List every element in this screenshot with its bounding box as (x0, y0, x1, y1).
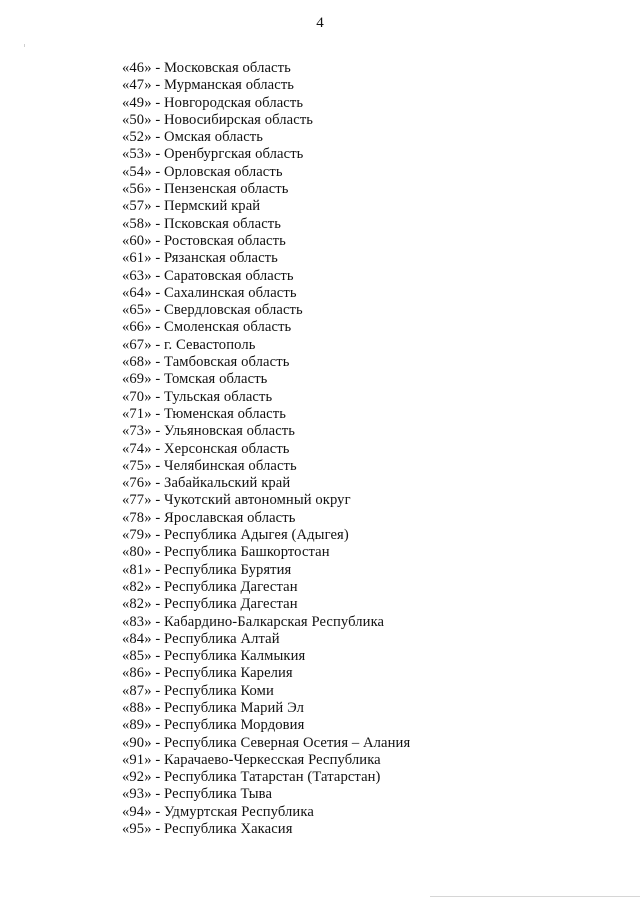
list-item: «66» - Смоленская область (122, 319, 292, 336)
list-item: «90» - Республика Северная Осетия – Алания (122, 734, 411, 751)
list-item: «76» - Забайкальский край (122, 475, 291, 492)
list-item: «73» - Ульяновская область (122, 423, 296, 440)
list-item: «50» - Новосибирская область (122, 111, 314, 128)
list-item: «54» - Орловская область (122, 163, 283, 180)
list-item: «49» - Новгородская область (122, 94, 304, 111)
list-item: «82» - Республика Дагестан (122, 578, 298, 595)
list-item: «84» - Республика Алтай (122, 630, 280, 647)
list-item: «63» - Саратовская область (122, 267, 294, 284)
list-item: «46» - Московская область (122, 60, 291, 76)
list-item: «94» - Удмуртская Республика (122, 803, 314, 820)
list-item: «74» - Херсонская область (122, 440, 290, 457)
list-item: «95» - Республика Хакасия (122, 821, 293, 838)
list-item: «93» - Республика Тыва (122, 786, 273, 803)
list-item: «47» - Мурманская область (122, 77, 295, 94)
list-item: «85» - Республика Калмыкия (122, 648, 306, 665)
list-item: «53» - Оренбургская область (122, 146, 304, 163)
list-item: «79» - Республика Адыгея (Адыгея) (122, 527, 349, 544)
list-item: «92» - Республика Татарстан (Татарстан) (122, 769, 381, 786)
list-item: «65» - Свердловская область (122, 302, 303, 319)
list-item: «64» - Сахалинская область (122, 284, 297, 301)
list-item: «69» - Томская область (122, 371, 268, 388)
list-item: «67» - г. Севастополь (122, 336, 256, 353)
list-item: «57» - Пермский край (122, 198, 261, 215)
list-item: «58» - Псковская область (122, 215, 282, 232)
scan-edge-line (430, 896, 640, 897)
list-item: «70» - Тульская область (122, 388, 273, 405)
list-item: «61» - Рязанская область (122, 250, 278, 267)
list-item: «56» - Пензенская область (122, 181, 289, 198)
list-item: «71» - Тюменская область (122, 405, 286, 422)
list-item: «86» - Республика Карелия (122, 665, 293, 682)
list-item: «68» - Тамбовская область (122, 354, 290, 371)
list-item: «78» - Ярославская область (122, 509, 296, 526)
list-item: «80» - Республика Башкортостан (122, 544, 330, 561)
list-item: «77» - Чукотский автономный округ (122, 492, 351, 509)
list-item: «91» - Карачаево-Черкесская Республика (122, 751, 381, 768)
list-item: «89» - Республика Мордовия (122, 717, 305, 734)
list-item: «83» - Кабардино-Балкарская Республика (122, 613, 385, 630)
page-number: 4 (316, 15, 324, 31)
list-item: «88» - Республика Марий Эл (122, 699, 304, 716)
list-item: «52» - Омская область (122, 129, 264, 146)
region-list (122, 60, 410, 838)
list-item: «75» - Челябинская область (122, 457, 297, 474)
list-item: «82» - Республика Дагестан (122, 596, 298, 613)
list-item: «60» - Ростовская область (122, 232, 286, 249)
scan-artifact (24, 44, 25, 47)
list-item: «87» - Республика Коми (122, 682, 274, 699)
list-item: «81» - Республика Бурятия (122, 561, 292, 578)
